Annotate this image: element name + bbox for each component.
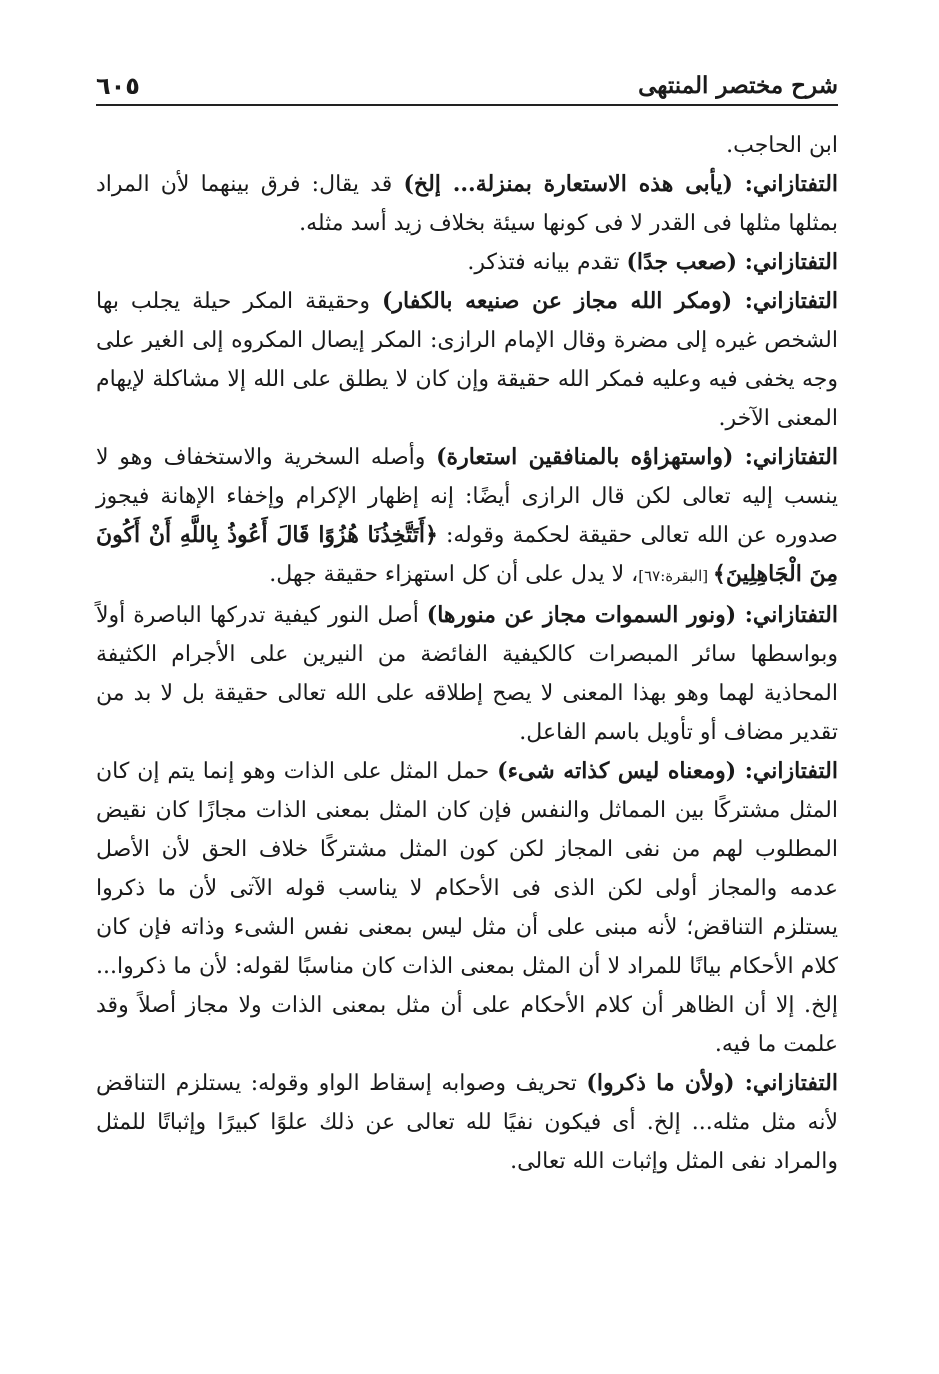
paragraph-text: ابن الحاجب. bbox=[726, 133, 838, 158]
paragraph-commentary bbox=[96, 596, 838, 752]
page-number: ٦٠٥ bbox=[96, 72, 140, 100]
running-title: شرح مختصر المنتهى bbox=[638, 72, 838, 99]
commentator-label: التفتازاني: bbox=[732, 288, 838, 314]
paragraph-text: تقدم بيانه فتذكر. bbox=[467, 250, 627, 275]
commentator-label: التفتازاني: bbox=[737, 249, 838, 275]
commentator-label: التفتازاني: bbox=[733, 444, 838, 470]
paragraph-text: وحقيقة المكر حيلة يجلب بها الشخص غيره إلى مضرة وقال الإمام الرازى: المكر إيصال المكروه إلى الغير على وجه يخفى فيه وعليه فمكر الله حقيقة وإن كان لا يطلق على الله إلا مشاكلة لإيهام المعنى الآخر. bbox=[96, 289, 838, 431]
commentator-label: التفتازاني: bbox=[732, 171, 839, 197]
paragraph-commentary bbox=[96, 282, 838, 438]
quoted-phrase: (ولأن ما ذكروا) bbox=[586, 1070, 735, 1096]
commentator-label: التفتازاني: bbox=[736, 758, 838, 784]
quoted-phrase: (ومعناه ليس كذاته شىء) bbox=[497, 758, 737, 784]
body-text bbox=[96, 126, 838, 1181]
quoted-phrase: (ومكر الله مجاز عن صنيعه بالكفار) bbox=[381, 288, 733, 314]
quoted-phrase: (ونور السموات مجاز عن منورها) bbox=[426, 602, 737, 628]
paragraph-text: وأصله السخرية والاستخفاف وهو لا ينسب إليه تعالى لكن قال الرازى أيضًا: إنه إظهار الإكرام وإخفاء الإهانة فيجوز صدوره عن الله تعالى حقيقة لحكمة وقوله: bbox=[96, 445, 838, 548]
verse-reference: [البقرة:٦٧] bbox=[638, 567, 713, 585]
paragraph-commentary bbox=[96, 243, 838, 282]
commentator-label: التفتازاني: bbox=[736, 602, 838, 628]
paragraph-text: ، لا يدل على أن كل استهزاء حقيقة جهل. bbox=[269, 562, 639, 587]
paragraph-text: أصل النور كيفية تدركها الباصرة أولاً وبواسطها سائر المبصرات كالكيفية الفائضة من النيرين على الأجرام الكثيفة المحاذية لهما وهو بهذا المعنى لا يصح إطلاقه على الله تعالى حقيقة بل لا بد من تقدير مضاف أو تأويل باسم الفاعل. bbox=[96, 603, 838, 745]
commentator-label: التفتازاني: bbox=[734, 1070, 838, 1096]
paragraph-commentary bbox=[96, 1064, 838, 1181]
header-divider bbox=[96, 104, 838, 106]
paragraph-text: تحريف وصوابه إسقاط الواو وقوله: يستلزم التناقض لأنه مثل مثله... إلخ. أى فيكون نفيًا لله تعالى عن ذلك علوًا كبيرًا وإثباتًا للمثل والمراد نفى المثل وإثبات الله تعالى. bbox=[96, 1071, 838, 1174]
paragraph-commentary bbox=[96, 752, 838, 1064]
running-header bbox=[96, 66, 838, 100]
paragraph-text: حمل المثل على الذات وهو إنما يتم إن كان المثل مشتركًا بين المماثل والنفس فإن كان المثل بمعنى الذات مجازًا كان نقيض المطلوب لهم من نفى المجاز لكن كون المثل مشتركًا خلاف الحق لأن الأصل عدمه والمجاز أولى لكن الذى فى الأحكام لا يناسب قوله الآتى لأن ما ذكروا يستلزم التناقض؛ لأنه مبنى على أن مثل ليس بمعنى نفس الشىء وذاته فإن كان كلام الأحكام بيانًا للمراد لا أن المثل بمعنى الذات كان مناسبًا لقوله: لأن ما ذكروا... إلخ. إلا أن الظاهر أن كلام الأحكام على أن مثل بمعنى الذات ولا مجاز أصلاً وقد علمت ما فيه. bbox=[96, 759, 838, 1057]
paragraph-commentary bbox=[96, 438, 838, 596]
quoted-phrase: (واستهزاؤه بالمنافقين استعارة) bbox=[436, 444, 734, 470]
quoted-phrase: (يأبى هذه الاستعارة بمنزلة... إلخ) bbox=[403, 171, 733, 197]
quoted-phrase: (صعب جدًا) bbox=[626, 249, 738, 275]
paragraph-commentary bbox=[96, 165, 838, 243]
quran-verse: ﴿أَتَتَّخِذُنَا هُزُوًا قَالَ أَعُوذُ بِاللَّهِ أَنْ أَكُونَ مِنَ الْجَاهِلِينَ﴾ bbox=[96, 522, 838, 587]
paragraph-text: قد يقال: فرق بينهما لأن المراد بمثلها مثلها فى القدر لا فى كونها سيئة بخلاف زيد أسد مثله. bbox=[96, 172, 838, 236]
paragraph-continuation bbox=[96, 126, 838, 165]
